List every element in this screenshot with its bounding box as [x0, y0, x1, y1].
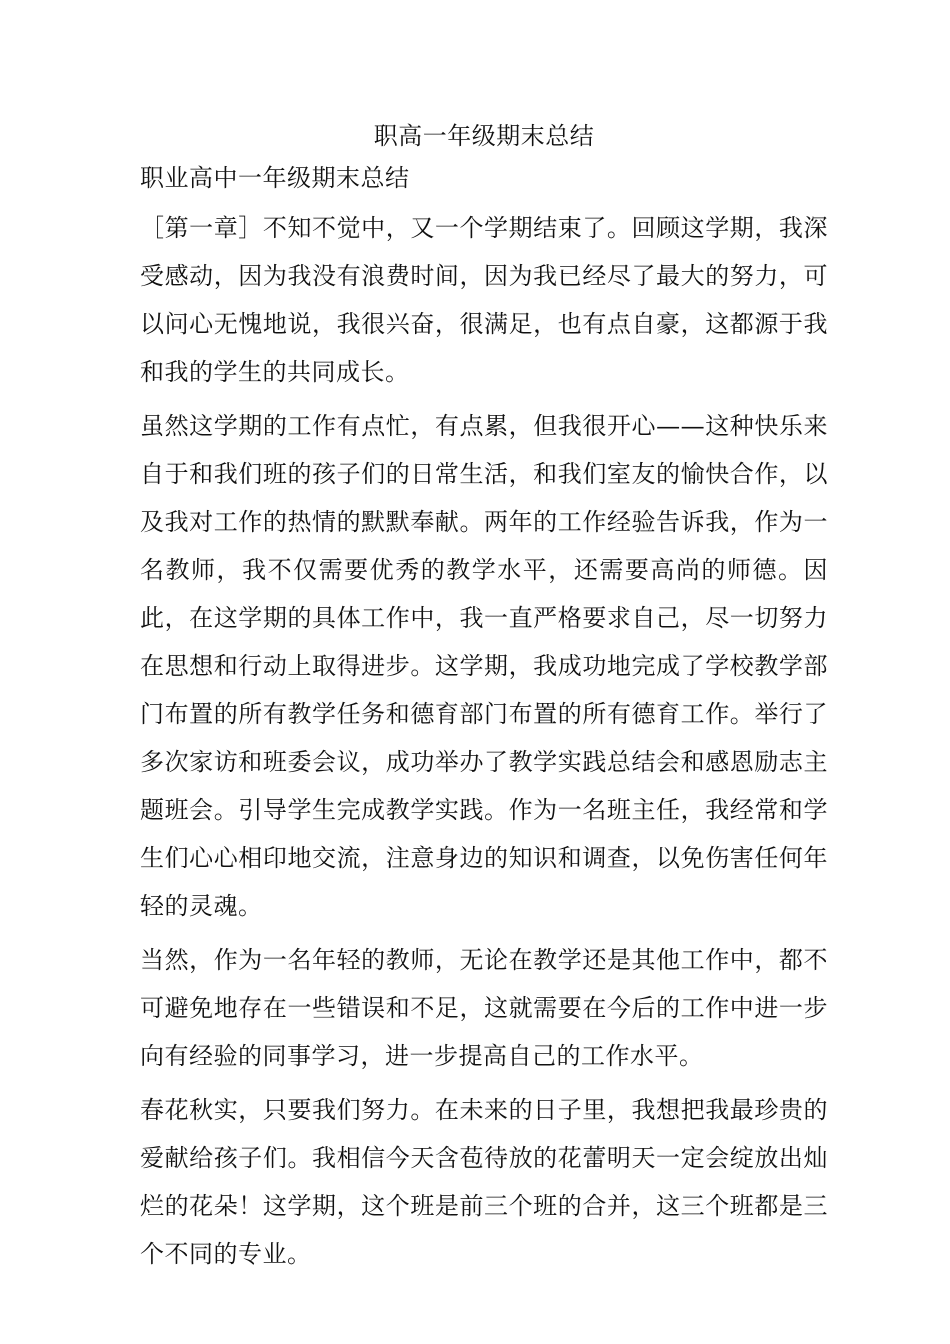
paragraph-2: 虽然这学期的工作有点忙，有点累，但我很开心——这种快乐来自于和我们班的孩子们的日常生活，和我们室友的愉快合作，以及我对工作的热情的默默奉献。两年的工作经验告诉我，作为一名教师，我不仅需要优秀的教学水平，还需要高尚的师德。因此，在这学期的具体工作中，我一直严格要求自己，尽一切努力在思想和行动上取得进步。这学期，我成功地完成了学校教学部门布置的所有教学任务和德育部门布置的所有德育工作。举行了多次家访和班委会议，成功举办了教学实践总结会和感恩励志主题班会。引导学生完成教学实践。作为一名班主任，我经常和学生们心心相印地交流，注意身边的知识和调查，以免伤害任何年轻的灵魂。: [140, 412, 828, 920]
paragraph-4: 春花秋实，只要我们努力。在未来的日子里，我想把我最珍贵的爱献给孩子们。我相信今天含苞待放的花蕾明天一定会绽放出灿烂的花朵！这学期，这个班是前三个班的合并，这三个班都是三个不同的专业。: [140, 1096, 828, 1268]
document-body: [140, 118, 828, 1284]
document-title: 职高一年级期末总结: [373, 122, 595, 150]
paragraph-3: 当然，作为一名年轻的教师，无论在教学还是其他工作中，都不可避免地存在一些错误和不足，这就需要在今后的工作中进一步向有经验的同事学习，进一步提高自己的工作水平。: [140, 946, 828, 1070]
paragraph-1: ［第一章］不知不觉中，又一个学期结束了。回顾这学期，我深受感动，因为我没有浪费时间，因为我已经尽了最大的努力，可以问心无愧地说，我很兴奋，很满足，也有点自豪，这都源于我和我的学生的共同成长。: [140, 214, 828, 386]
document-subtitle: 职业高中一年级期末总结: [140, 164, 410, 192]
